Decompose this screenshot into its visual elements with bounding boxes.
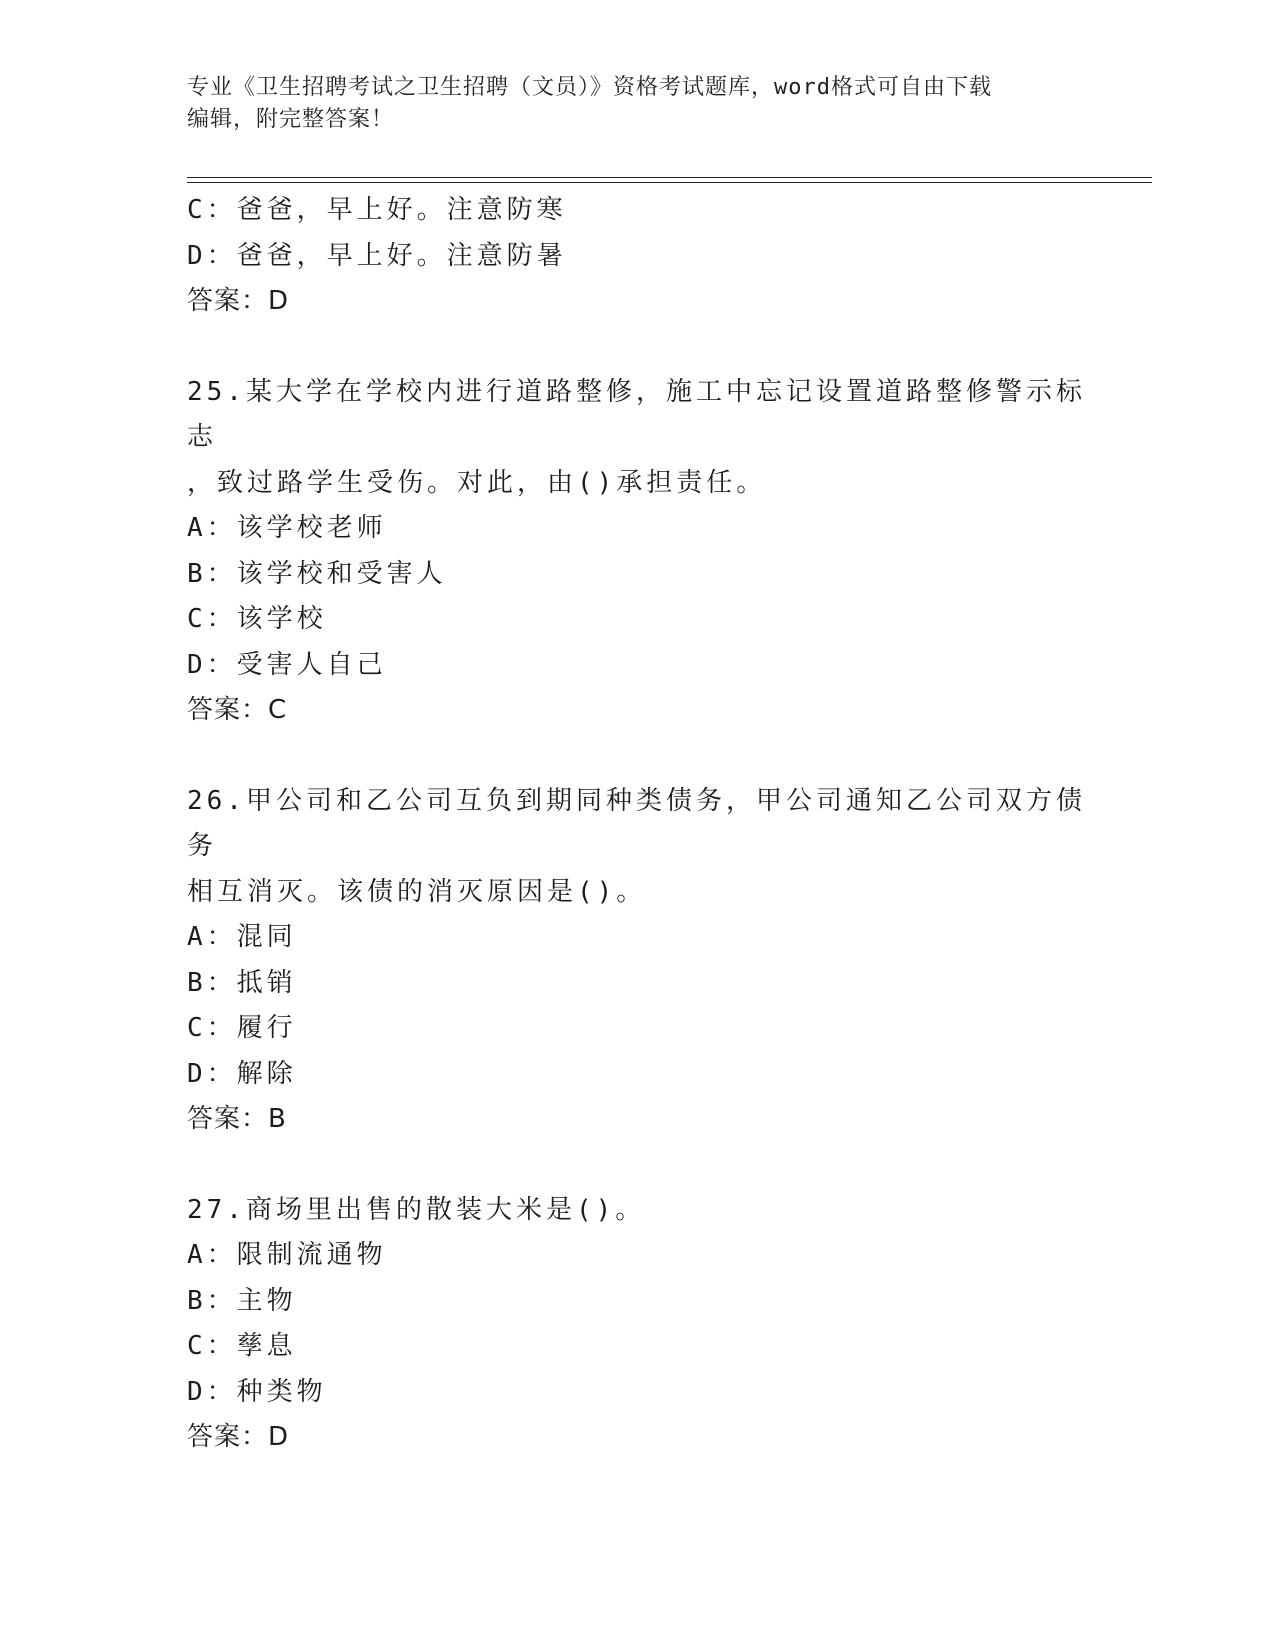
question-text-line-2: 相互消灭。该债的消灭原因是()。: [187, 876, 647, 907]
option-d: D：种类物: [187, 1376, 327, 1407]
option-c: C：该学校: [187, 604, 327, 634]
option-c: C：孳息: [187, 1331, 297, 1361]
question-text-line-1: 25.某大学在学校内进行道路整修，施工中忘记设置道路整修警示标志: [187, 376, 1086, 452]
option-d: D：爸爸，早上好。注意防暑: [187, 240, 567, 271]
option-c: C：爸爸，早上好。注意防寒: [187, 195, 567, 225]
question-text-line-2: ，致过路学生受伤。对此，由()承担责任。: [187, 467, 767, 498]
header-line-2: 编辑，附完整答案！: [187, 107, 395, 132]
option-c: C：履行: [187, 1013, 297, 1043]
question-26: [187, 779, 1087, 1143]
header-rule-bottom: [187, 182, 1152, 183]
answer-line: 答案：B: [187, 1104, 287, 1134]
document-header: [187, 72, 1087, 136]
option-b: B：抵销: [187, 967, 297, 998]
question-list: [187, 188, 1087, 1461]
question-25: [187, 370, 1087, 734]
option-a: A：该学校老师: [187, 513, 387, 543]
option-b: B：该学校和受害人: [187, 558, 447, 589]
answer-line: 答案：D: [187, 1422, 290, 1452]
option-d: D：受害人自己: [187, 649, 387, 680]
spacer: [187, 325, 1087, 370]
option-a: A：限制流通物: [187, 1240, 387, 1270]
question-27: [187, 1188, 1087, 1461]
option-b: B：主物: [187, 1285, 297, 1316]
option-a: A：混同: [187, 922, 297, 952]
spacer: [187, 1143, 1087, 1188]
question-partial: [187, 188, 1087, 325]
answer-line: 答案：D: [187, 286, 290, 316]
header-line-1: 专业《卫生招聘考试之卫生招聘（文员）》资格考试题库，word格式可自由下载: [187, 75, 992, 100]
spacer: [187, 734, 1087, 779]
option-d: D：解除: [187, 1058, 297, 1089]
question-text-line-1: 27.商场里出售的散装大米是()。: [187, 1194, 646, 1225]
question-text-line-1: 26.甲公司和乙公司互负到期同种类债务，甲公司通知乙公司双方债务: [187, 785, 1086, 861]
answer-line: 答案：C: [187, 695, 288, 725]
header-rule-top: [187, 177, 1152, 178]
